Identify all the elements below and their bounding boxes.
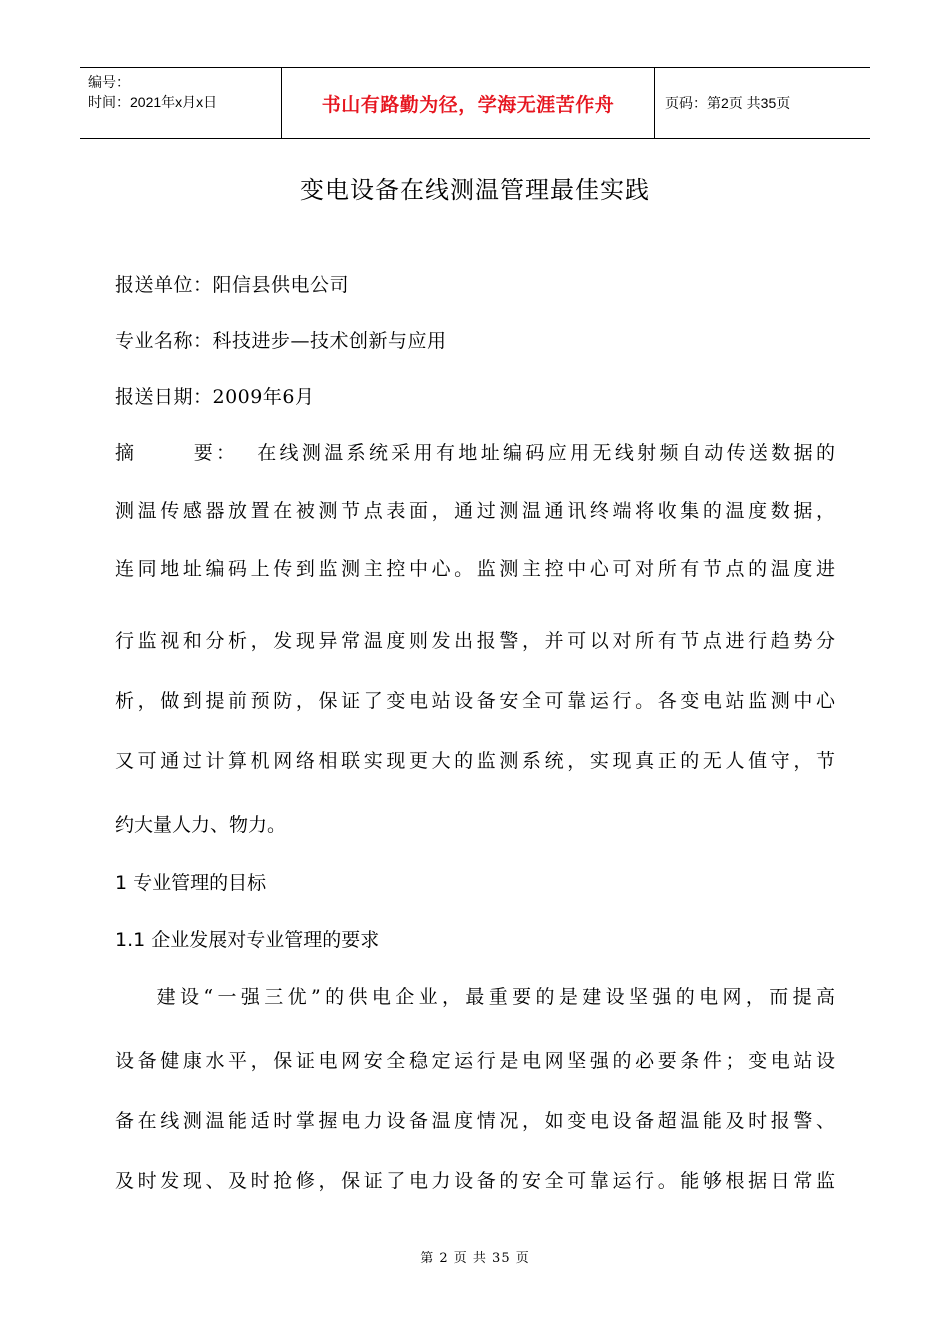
page-header: [80, 67, 870, 139]
specialty-name: 专业名称：科技进步—技术创新与应用: [115, 330, 447, 352]
body-line: 建设“一强三优”的供电企业，最重要的是建设坚强的电网，而提高: [115, 986, 835, 1008]
abstract-line: 测温传感器放置在被测节点表面，通过测温通讯终端将收集的温度数据，: [115, 500, 835, 522]
abstract-line: 又可通过计算机网络相联实现更大的监测系统，实现真正的无人值守，节: [115, 750, 835, 772]
report-date: 报送日期：2009年6月: [115, 386, 315, 408]
abstract-line: 约大量人力、物力。: [115, 814, 287, 836]
body-line: 及时发现、及时抢修，保证了电力设备的安全可靠运行。能够根据日常监: [115, 1170, 835, 1192]
document-title: 变电设备在线测温管理最佳实践: [300, 176, 650, 204]
subsection-heading: 1.1 企业发展对专业管理的要求: [115, 929, 380, 951]
time-label: 时间：2021年x月x日: [88, 94, 218, 110]
header-meta: [80, 68, 281, 138]
page-footer: 第 2 页 共 35 页: [420, 1251, 530, 1266]
abstract-line: 行监视和分析，发现异常温度则发出报警，并可以对所有节点进行趋势分: [115, 630, 835, 652]
number-label: 编号：: [88, 74, 130, 90]
abstract-line: 析，做到提前预防，保证了变电站设备安全可靠运行。各变电站监测中心: [115, 690, 835, 712]
abstract-line: 摘 要： 在线测温系统采用有地址编码应用无线射频自动传送数据的: [115, 442, 835, 464]
header-motto: 书山有路勤为径，学海无涯苦作舟: [281, 68, 655, 138]
report-unit: 报送单位：阳信县供电公司: [115, 274, 350, 296]
abstract-line: 连同地址编码上传到监测主控中心。监测主控中心可对所有节点的温度进: [115, 558, 835, 580]
body-line: 设备健康水平，保证电网安全稳定运行是电网坚强的必要条件；变电站设: [115, 1050, 835, 1072]
header-page-info: 页码：第2页 共35页: [665, 95, 791, 111]
body-line: 备在线测温能适时掌握电力设备温度情况，如变电设备超温能及时报警、: [115, 1110, 835, 1132]
section-heading: 1 专业管理的目标: [115, 872, 267, 894]
